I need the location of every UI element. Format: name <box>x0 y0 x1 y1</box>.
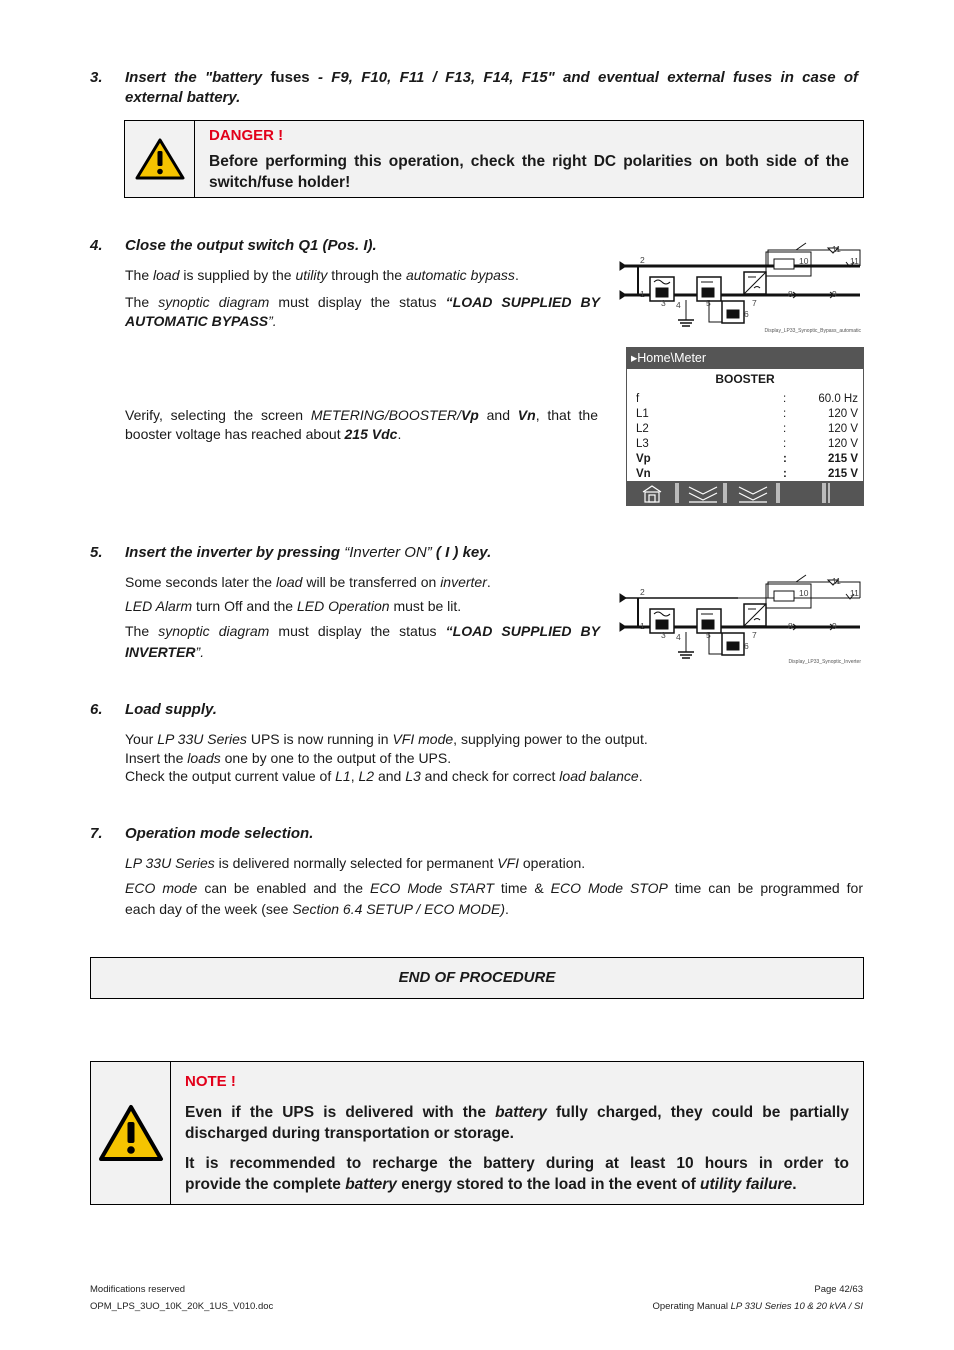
meter-label: L3 <box>636 438 649 450</box>
step-5-para-2 <box>125 597 461 616</box>
meter-value: 215 V <box>827 453 858 465</box>
diagram-label: 11 <box>850 256 859 266</box>
diagram-label: 8 <box>788 621 793 631</box>
footer-page-number: Page 42/63 <box>814 1284 863 1295</box>
text: . <box>638 768 643 784</box>
note-para-1-line2: discharged during transportation or storage. <box>185 1125 514 1142</box>
text: L2 <box>358 768 375 784</box>
text: and check for correct <box>420 768 560 784</box>
footer-manual-title <box>652 1301 863 1312</box>
step-7-line1 <box>125 854 585 873</box>
step-7-number: 7. <box>90 825 103 842</box>
text: load <box>153 267 180 283</box>
step-4-title: Close the output switch Q1 (Pos. I). <box>125 237 377 254</box>
divider <box>676 483 678 503</box>
meter-title: BOOSTER <box>715 372 775 386</box>
step-5-para-1 <box>125 573 491 592</box>
text: fully charged, they could be partially <box>546 1104 849 1121</box>
step-6-line3 <box>125 767 643 786</box>
text: will be transferred on <box>302 574 441 590</box>
diagram-label: 2 <box>640 255 645 265</box>
text: Your <box>125 731 158 747</box>
text: synoptic diagram <box>158 294 270 310</box>
diagram-label: 3 <box>661 298 666 308</box>
diagram-label: 11 <box>832 244 841 254</box>
danger-text: Before performing this operation, check the right DC polarities on both side of the switch/fuse holder! <box>209 153 849 191</box>
text: ”. <box>195 644 205 660</box>
step-7-line2 <box>125 879 863 898</box>
meter-row <box>636 392 858 407</box>
meter-row <box>636 407 858 422</box>
text: ”. <box>268 313 277 329</box>
meter-row <box>636 437 858 452</box>
text: L3 <box>405 768 421 784</box>
step-6-line1 <box>125 730 648 749</box>
diagram-label: 1 <box>640 289 645 299</box>
diagram-label: 9 <box>832 289 837 299</box>
end-of-procedure-box: END OF PROCEDURE <box>90 957 864 999</box>
text: synoptic diagram <box>158 623 270 639</box>
text: battery <box>495 1104 547 1121</box>
text: VFI mode <box>392 731 454 747</box>
text: “Inverter ON” <box>344 544 432 561</box>
text: VFI <box>497 855 519 871</box>
text: Insert the <box>125 750 188 766</box>
synoptic-diagram-inverter <box>618 574 864 666</box>
meter-sep: : <box>783 453 787 465</box>
diagram-label: 10 <box>799 588 809 598</box>
divider <box>823 483 829 503</box>
meter-sep: : <box>783 438 787 450</box>
footer-modifications: Modifications reserved <box>90 1284 186 1295</box>
text: time & <box>493 880 551 896</box>
step-3-number: 3. <box>90 69 103 86</box>
diagram-caption: Display_LP33_Synoptic_Bypass_automatic <box>764 328 861 334</box>
diagram-caption: Display_LP33_Synoptic_Inverter <box>788 659 861 665</box>
synoptic-diagram-bypass <box>618 242 864 334</box>
step-4-para-1 <box>125 266 519 285</box>
meter-panel <box>626 347 864 506</box>
home-icon[interactable] <box>643 486 661 502</box>
text: must display the status <box>269 623 446 639</box>
text: Check the output current value of <box>125 768 336 784</box>
meter-row <box>636 452 858 467</box>
meter-value: 120 V <box>827 438 858 450</box>
text: turn Off and the <box>192 598 297 614</box>
danger-box <box>124 120 864 198</box>
text: Section 6.4 SETUP / ECO MODE) <box>292 901 505 917</box>
meter-sep: : <box>783 408 787 420</box>
text: battery <box>345 1176 397 1193</box>
note-title: NOTE ! <box>185 1073 236 1090</box>
text: , <box>350 768 359 784</box>
text: must be lit. <box>389 598 462 614</box>
text: ECO Mode STOP <box>550 880 668 896</box>
text: LED Alarm <box>125 598 193 614</box>
text: Some seconds later the <box>125 574 276 590</box>
step-3-title-a: Insert the "battery <box>125 69 263 86</box>
text: ECO mode <box>125 880 198 896</box>
meter-header-text: Home\Meter <box>637 351 707 365</box>
text: The <box>125 623 159 639</box>
diagram-label: 10 <box>799 256 809 266</box>
diagram-label: 9 <box>832 621 837 631</box>
text: . <box>504 901 509 917</box>
text: automatic bypass <box>405 267 515 283</box>
text: Operating Manual <box>652 1301 731 1312</box>
meter-value: 120 V <box>827 423 858 435</box>
status-text: AUTOMATIC BYPASS <box>125 313 269 329</box>
step-3-title-c: - F9, F10, F11 / F13, F14, F15" and eventual external fuses in case of <box>317 69 859 86</box>
meter-value: 120 V <box>827 408 858 420</box>
footer-doc-name: OPM_LPS_3UO_10K_20K_1US_V010.doc <box>90 1301 274 1312</box>
note-para-2-line1: It is recommended to recharge the battery during at least 10 hours in order to <box>185 1155 849 1172</box>
text: is delivered normally selected for permanent <box>214 855 498 871</box>
text: load balance <box>559 768 639 784</box>
step-4-verify-line2 <box>125 425 401 444</box>
diagram-label: 2 <box>640 587 645 597</box>
note-para-2-line2 <box>185 1174 797 1195</box>
meter-label: Vp <box>636 453 651 465</box>
text: Vp <box>460 407 479 423</box>
step-5-number: 5. <box>90 544 103 561</box>
note-box <box>90 1061 864 1205</box>
text: load <box>275 574 303 590</box>
meter-softkeys <box>627 481 865 505</box>
step-4-number: 4. <box>90 237 103 254</box>
diagram-label: 4 <box>676 300 681 310</box>
text: provide the complete <box>185 1176 346 1193</box>
text: LP 33U Series 10 & 20 kVA / SI <box>730 1301 863 1312</box>
text: , that the <box>535 407 598 423</box>
text: The <box>125 294 159 310</box>
text: . <box>514 267 519 283</box>
text: is supplied by the <box>179 267 296 283</box>
diagram-label: 3 <box>661 630 666 640</box>
step-6-number: 6. <box>90 701 103 718</box>
diagram-label: 4 <box>676 632 681 642</box>
meter-value: 60.0 Hz <box>818 393 858 405</box>
text: energy stored to the load in the event of <box>396 1176 701 1193</box>
text: and <box>374 768 406 784</box>
diagram-label: 7 <box>752 298 757 308</box>
warning-icon-cell <box>91 1062 171 1204</box>
meter-value: 215 V <box>827 468 858 480</box>
text: . <box>792 1176 797 1193</box>
text: . <box>486 574 491 590</box>
text: must display the status <box>269 294 446 310</box>
meter-label: Vn <box>636 468 651 480</box>
step-3-title-line1 <box>125 69 858 86</box>
step-3-title-b: fuses <box>270 69 310 86</box>
warning-triangle-icon <box>134 137 186 181</box>
meter-softkey-bar <box>627 481 863 505</box>
text: operation. <box>519 855 586 871</box>
status-text: “LOAD SUPPLIED BY <box>445 294 601 310</box>
text: 215 Vdc <box>344 426 398 442</box>
scroll-down-icon[interactable] <box>689 487 717 502</box>
step-7-title: Operation mode selection. <box>125 825 314 842</box>
text: Even if the UPS is delivered with the <box>185 1104 496 1121</box>
diagram-label: 6 <box>744 641 749 651</box>
diagram-label: 8 <box>788 289 793 299</box>
text: . <box>397 426 402 442</box>
page-down-icon[interactable] <box>739 487 767 502</box>
status-text: “LOAD SUPPLIED BY <box>445 623 601 639</box>
text: inverter <box>440 574 487 590</box>
diagram-label: 11 <box>832 576 841 586</box>
text: L1 <box>335 768 351 784</box>
meter-label: L1 <box>636 408 649 420</box>
step-5-title <box>125 544 491 561</box>
text: and <box>478 407 518 423</box>
text: , supplying power to the output. <box>453 731 648 747</box>
step-6-line2 <box>125 749 451 768</box>
meter-row <box>636 467 858 482</box>
text: The <box>125 267 154 283</box>
diagram-label: 1 <box>640 621 645 631</box>
meter-label: L2 <box>636 423 649 435</box>
meter-sep: : <box>783 393 787 405</box>
step-5-para-3-line2 <box>125 643 204 662</box>
step-3-title-line2: external battery. <box>125 89 241 106</box>
diagram-label: 5 <box>706 630 711 640</box>
step-6-title: Load supply. <box>125 701 217 718</box>
text: Insert the inverter by pressing <box>125 544 345 561</box>
text: can be enabled and the <box>197 880 370 896</box>
meter-header <box>627 348 863 369</box>
note-para-1-line1 <box>185 1102 849 1123</box>
text: utility failure <box>700 1176 793 1193</box>
caret-right-icon: ▸ <box>631 351 638 365</box>
text: time can be programmed for <box>667 880 863 896</box>
step-5-para-3-line1 <box>125 622 600 641</box>
text: utility <box>295 267 328 283</box>
text: Vn <box>517 407 536 423</box>
step-4-para-2-line1 <box>125 293 600 312</box>
meter-sep: : <box>783 423 787 435</box>
step-4-para-2-line2 <box>125 312 277 331</box>
text: LED Operation <box>296 598 390 614</box>
text: METERING/BOOSTER/ <box>310 407 461 423</box>
diagram-label: 11 <box>850 588 859 598</box>
meter-sep: : <box>783 468 787 480</box>
divider <box>777 483 779 503</box>
text: Verify, selecting the screen <box>125 407 311 423</box>
text: ECO Mode START <box>370 880 494 896</box>
text: LP 33U Series <box>125 855 215 871</box>
text: ( I ) key. <box>431 544 492 561</box>
text: booster voltage has reached about <box>125 426 345 442</box>
diagram-label: 6 <box>744 309 749 319</box>
warning-icon-cell <box>125 121 195 197</box>
warning-triangle-icon <box>97 1103 165 1163</box>
text: LP 33U Series <box>157 731 247 747</box>
divider <box>724 483 726 503</box>
text: one by one to the output of the UPS. <box>220 750 452 766</box>
text: each day of the week (see <box>125 901 293 917</box>
step-4-verify-line1 <box>125 406 598 425</box>
text: loads <box>187 750 221 766</box>
status-text: INVERTER <box>125 644 196 660</box>
diagram-label: 5 <box>706 298 711 308</box>
diagram-label: 7 <box>752 630 757 640</box>
danger-title: DANGER ! <box>209 127 284 144</box>
text: UPS is now running in <box>246 731 393 747</box>
step-7-line3 <box>125 900 509 919</box>
text: through the <box>327 267 406 283</box>
meter-label: f <box>636 393 640 405</box>
meter-row <box>636 422 858 437</box>
